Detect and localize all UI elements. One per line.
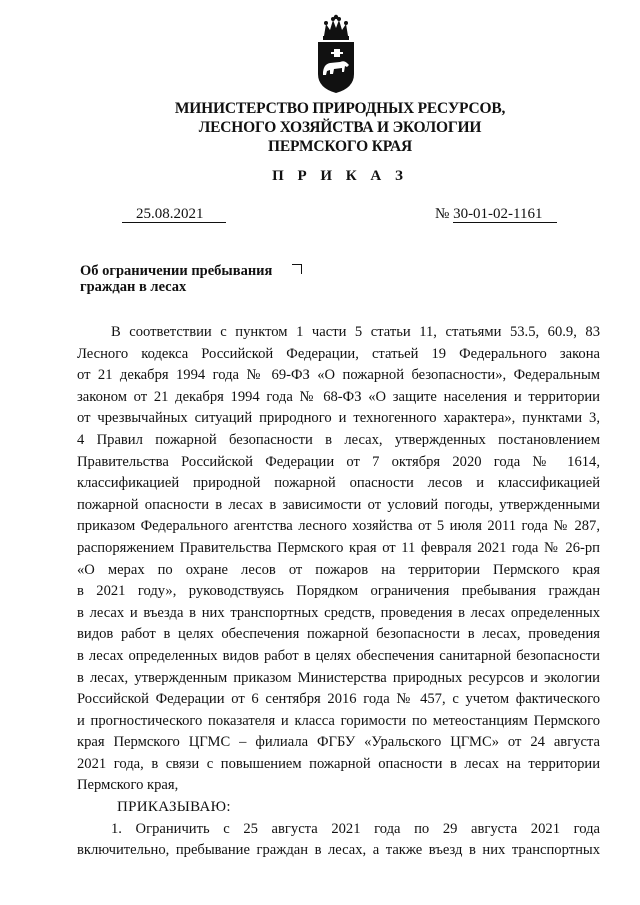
body-line: распоряжением Правительства Пермского края от 11 февраля 2021 года № 26-рп [77, 539, 600, 556]
body-line: и прогностического показателя и класса горимости по метеостанциям Пермского [77, 712, 600, 729]
order-date [122, 206, 226, 223]
body-line: Правительства Российской Федерации от 7 октября 2020 года № 1614, [77, 453, 600, 470]
doc-type-title: П Р И К А З [272, 168, 408, 184]
ministry-name [80, 99, 600, 156]
body-line: края Пермского ЦГМС – филиала ФГБУ «Уральского ЦГМС» от 24 августа [77, 734, 600, 751]
body-line: в лесах и въезда в них транспортных средств, проведения в лесах определенных [77, 604, 600, 621]
body-line: приказом Федерального агентства лесного хозяйства от 5 июля 2011 года № 287, [77, 518, 600, 535]
item-line: включительно, пребывание граждан в лесах, а также въезд в них транспортных [77, 842, 600, 859]
body-line: от чрезвычайных ситуаций природного и техногенного характера», пунктами 3, [77, 410, 600, 427]
body-line: видов работ в целях обеспечения пожарной безопасности в лесах, проведения [77, 626, 600, 643]
body-line: Российской Федерации от 6 сентября 2016 года № 457, с учетом фактического [77, 691, 600, 708]
ministry-line: МИНИСТЕРСТВО ПРИРОДНЫХ РЕСУРСОВ, [174, 100, 506, 117]
order-date-value: 25.08.2021 [122, 206, 208, 223]
order-word: ПРИКАЗЫВАЮ: [117, 799, 231, 816]
order-number-value: 30-01-02-1161 [453, 206, 556, 223]
number-prefix: № [435, 206, 450, 222]
item-line: 1. Ограничить с 25 августа 2021 года по 29 августа 2021 года [111, 820, 600, 837]
ministry-line: ЛЕСНОГО ХОЗЯЙСТВА И ЭКОЛОГИИ [198, 119, 482, 136]
body-line: В соответствии с пунктом 1 части 5 статьи 11, статьями 53.5, 60.9, 83 [111, 324, 600, 340]
subject-line: граждан в лесах [80, 279, 187, 295]
body-line: пожарной опасности в лесах в зависимости от условий погоды, утвержденными [77, 496, 600, 513]
order-body [77, 322, 600, 862]
subject-line: Об ограничении пребывания [80, 263, 273, 279]
date-underline-tail [208, 207, 226, 223]
body-line: Лесного кодекса Российской Федерации, статьей 19 Федерального закона [77, 345, 600, 362]
body-line: в лесах, утвержденным приказом Министерства природных ресурсов и экологии [77, 669, 600, 686]
coat-of-arms-icon [314, 14, 358, 94]
body-line: в 2021 году», руководствуясь Порядком ограничения пребывания граждан [77, 583, 600, 600]
body-line: 4 Правил пожарной безопасности в лесах, утвержденных постановлением [77, 431, 600, 448]
body-line: 2021 года, в связи с повышением пожарной опасности в лесах на территории [77, 755, 600, 772]
order-subject [80, 263, 272, 295]
body-line: законом от 21 декабря 1994 года № 68-ФЗ «О защите населения и территории [77, 388, 600, 405]
body-line: классификацией природной пожарной опасности лесов и классификацией [77, 475, 600, 492]
body-line: «О мерах по охране лесов от пожаров на территории Пермского края [77, 561, 600, 578]
body-line: в лесах определенных видов работ в целях обеспечения санитарной безопасности [77, 647, 600, 664]
subject-corner-mark [292, 264, 302, 274]
body-line: от 21 декабря 1994 года № 69-ФЗ «О пожарной безопасности», Федеральным [77, 367, 600, 384]
body-line: Пермского края, [77, 777, 179, 794]
ministry-line: ПЕРМСКОГО КРАЯ [267, 138, 413, 155]
order-number [435, 206, 557, 223]
